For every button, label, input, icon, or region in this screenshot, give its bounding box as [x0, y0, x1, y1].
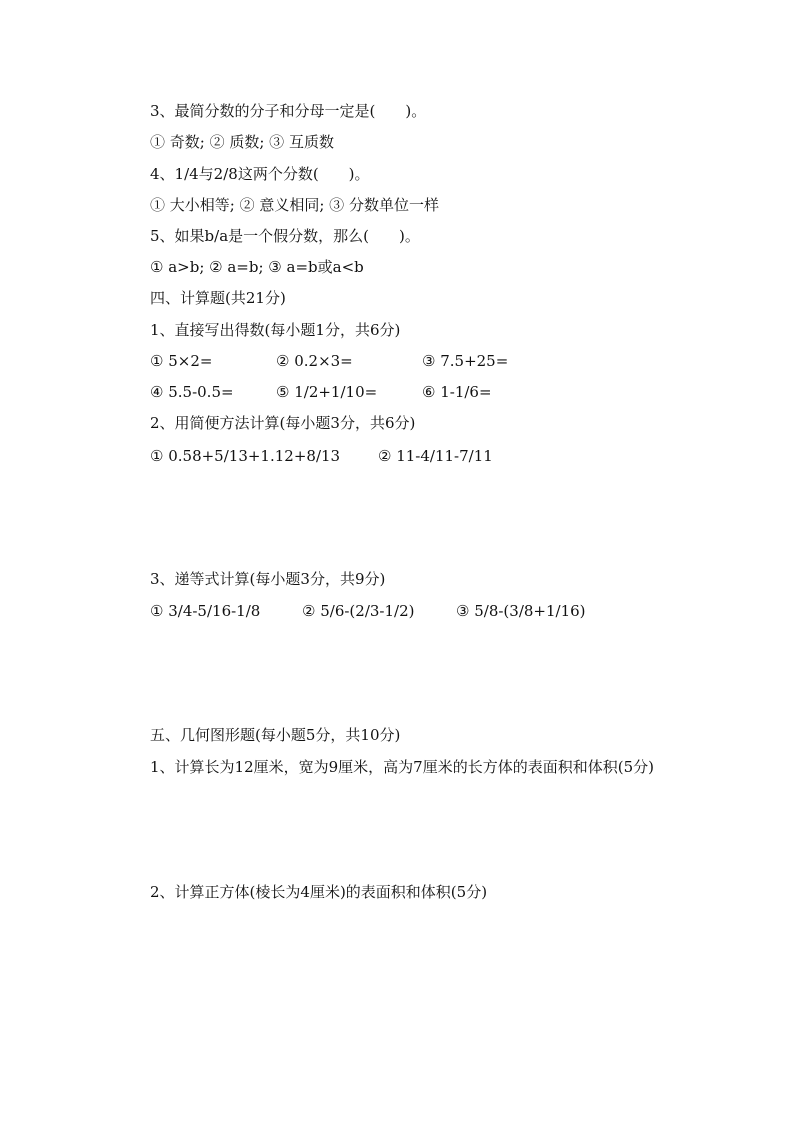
- calc-item: ⑤ 1/2+1/10=: [276, 383, 378, 401]
- calc-item: ③ 7.5+25=: [422, 352, 509, 370]
- calc-item: ② 5/6-(2/3-1/2): [302, 602, 415, 620]
- calc-part-3-title: 3、递等式计算(每小题3分，共9分): [150, 570, 386, 588]
- geometry-question-1: 1、计算长为12厘米，宽为9厘米，高为7厘米的长方体的表面积和体积(5分): [150, 758, 654, 776]
- question-5-stem: 5、如果b/a是一个假分数，那么( )。: [150, 227, 420, 245]
- calc-item: ② 11-4/11-7/11: [378, 447, 493, 465]
- calc-item: ① 0.58+5/13+1.12+8/13: [150, 447, 341, 465]
- calc-item: ④ 5.5-0.5=: [150, 383, 234, 401]
- calc-item: ③ 5/8-(3/8+1/16): [456, 602, 586, 620]
- calc-part-2-title: 2、用简便方法计算(每小题3分，共6分): [150, 414, 416, 432]
- calc-item: ① 5×2=: [150, 352, 213, 370]
- calc-item: ② 0.2×3=: [276, 352, 353, 370]
- question-5-options: ① a>b; ② a=b; ③ a=b或a<b: [150, 258, 364, 276]
- geometry-question-2: 2、计算正方体(棱长为4厘米)的表面积和体积(5分): [150, 883, 488, 901]
- section-5-title: 五、几何图形题(每小题5分，共10分): [150, 726, 401, 744]
- question-4-options: ① 大小相等; ② 意义相同; ③ 分数单位一样: [150, 196, 439, 214]
- calc-part-1-title: 1、直接写出得数(每小题1分，共6分): [150, 321, 401, 339]
- question-3-stem: 3、最简分数的分子和分母一定是( )。: [150, 102, 427, 120]
- question-3-options: ① 奇数; ② 质数; ③ 互质数: [150, 133, 334, 151]
- calc-item: ① 3/4-5/16-1/8: [150, 602, 261, 620]
- question-4-stem: 4、1/4与2/8这两个分数( )。: [150, 165, 370, 183]
- calc-item: ⑥ 1-1/6=: [422, 383, 492, 401]
- section-4-title: 四、计算题(共21分): [150, 289, 286, 307]
